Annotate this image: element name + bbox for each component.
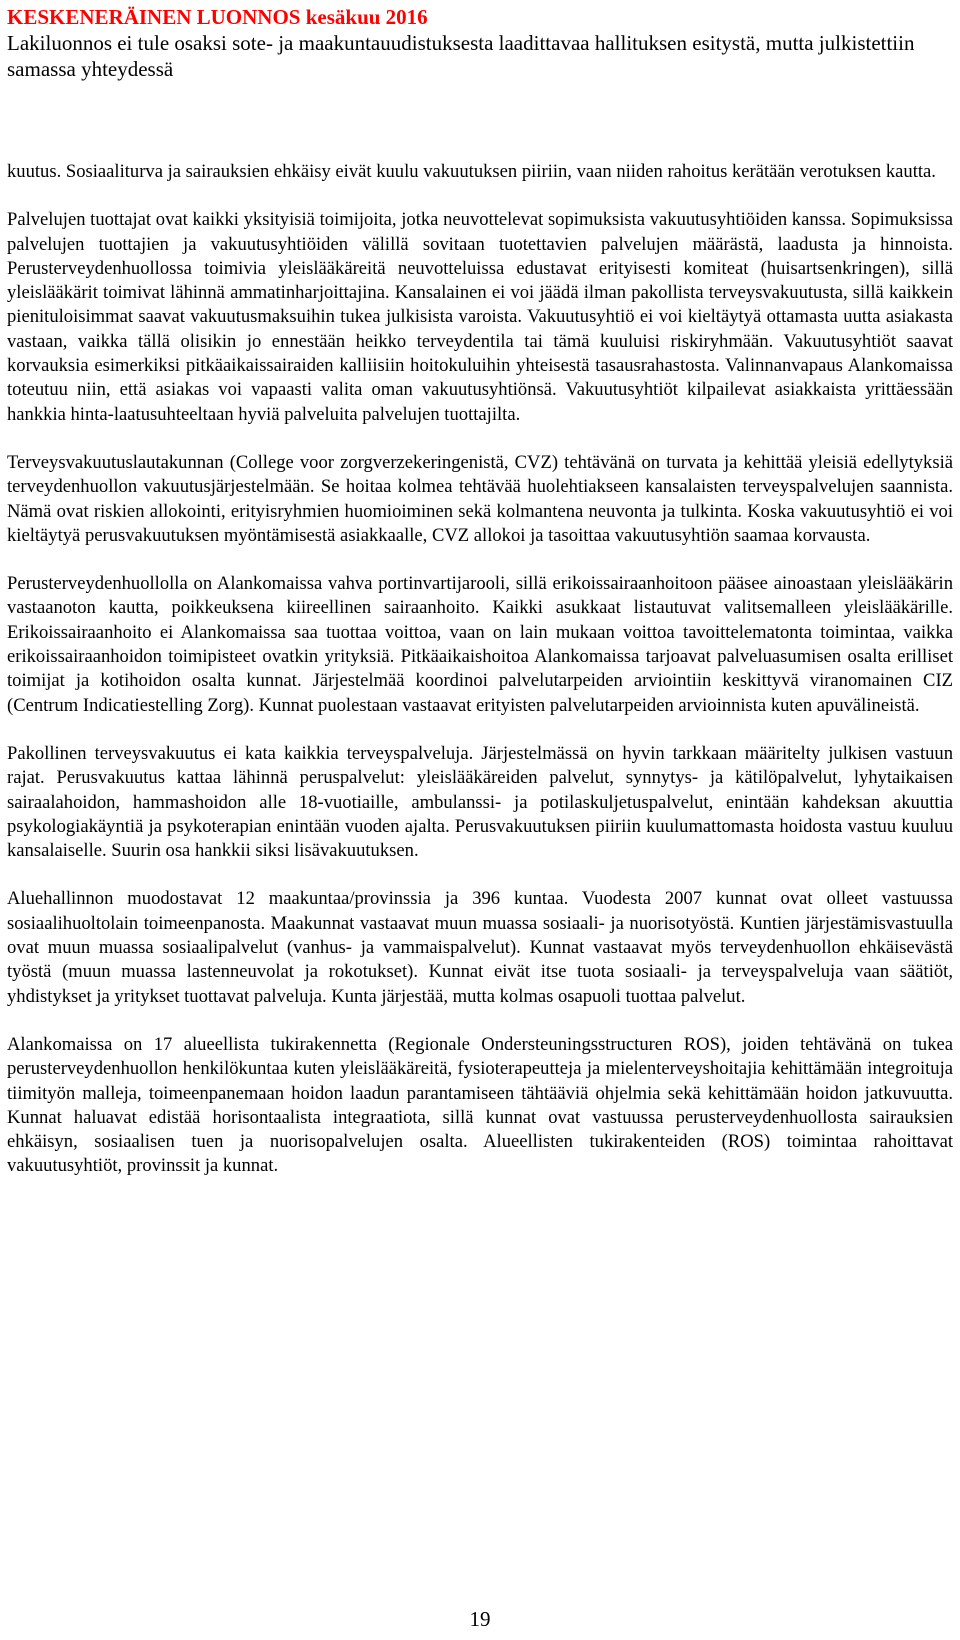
draft-header [7,4,953,82]
paragraph: Alankomaissa on 17 alueellista tukirakennetta (Regionale Ondersteuningsstructuren ROS), joiden tehtävänä on tukea perusterveydenhuollon henkilökuntaa kuten yleislääkäreitä, fysioterapeutteja ja mielenterveyshoitajia kehittämään integroituja tiimityön malleja, toimeenpanemaan hoidon laadun parantamiseen tähtääviä ohjelmia sekä kehittämään hoidon jatkuvuutta. Kunnat haluavat edistää horisontaalista integraatiota, sillä kunnat ovat vastuussa perusterveydenhuollosta sairauksien ehkäisyn, sosiaalisen tuen ja nuorisopalvelujen osalta. Alueellisten tukirakenteiden (ROS) toimintaa rahoittavat vakuutusyhtiöt, provinssit ja kunnat. [7,1033,953,1177]
paragraph: Perusterveydenhuollolla on Alankomaissa vahva portinvartijarooli, sillä erikoissairaanhoitoon pääsee ainoastaan yleislääkärin vastaanoton kautta, poikkeuksena kiireellinen sairaanhoito. Kaikki asukkaat listautuvat valitsemalleen yleislääkärille. Erikoissairaanhoito ei Alankomaissa saa tuottaa voittoa, vaan on lain mukaan voittoa tavoittelematonta toimintaa, vaikka erikoissairaanhoidon toimipisteet ovatkin yrityksiä. Pitkäaikaishoitoa Alankomaissa tarjoavat palveluasumisen osalta erilliset toimijat ja kotihoidon osalta kunnat. Järjestelmää koordinoi palvelutarpeiden arviointiin keskittyvä viranomainen CIZ (Centrum Indicatiestelling Zorg). Kunnat puolestaan vastaavat erityisten palvelutarpeiden arvioinnista kuten apuvälineistä. [7,573,953,716]
paragraph: Palvelujen tuottajat ovat kaikki yksityisiä toimijoita, jotka neuvottelevat sopimuksista vakuutusyhtiöiden kanssa. Sopimuksissa palvelujen tuottajien ja vakuutusyhtiöiden välillä sovitaan tuotettavien palvelujen määrästä, laadusta ja hinnoista. Perusterveydenhuollossa toimivia yleislääkäreitä neuvotteluissa edustavat erityisesti komiteat (huisartsenkringen), sillä yleislääkärit toimivat lähinnä ammatinharjoittajina. Kansalainen ei voi jäädä ilman pakollista terveysvakuutusta, sillä kaikkein pienituloisimmat saavat vakuutusmaksuihin tukea julkisista varoista. Vakuutusyhtiö ei voi kieltäytyä ottamasta uutta asiakasta vastaan, vaikka tällä olisikin jo ennestään heikko terveydentila tai tämä kuuluisi riskiryhmään. Vakuutusyhtiöt saavat korvauksia esimerkiksi pitkäaikaissairaiden kalliisiin hoitokuluihin yhteisestä tasausrahastosta. Valinnanvapaus Alankomaissa toteutuu niin, että asiakas voi vapaasti valita oman vakuutusyhtiönsä. Vakuutusyhtiöt kilpailevat asiakkaista yrittäessään hankkia hinta-laatusuhteeltaan hyviä palveluita palvelujen tuottajilta. [7,209,953,425]
paragraph: kuutus. Sosiaaliturva ja sairauksien ehkäisy eivät kuulu vakuutuksen piiriin, vaan niiden rahoitus kerätään verotuksen kautta. [7,161,936,182]
paragraph: Terveysvakuutuslautakunnan (College voor zorgverzekeringenistä, CVZ) tehtävänä on turvata ja kehittää yleisiä edellytyksiä terveydenhuollon vakuutusjärjestelmään. Se hoitaa kolmea tehtävää huolehtiakseen kansalaisten terveyspalvelujen saannista. Nämä ovat riskien allokointi, erityisryhmien huomioiminen sekä kolmantena neuvonta ja tulkinta. Koska vakuutusyhtiö ei voi kieltäytyä perusvakuutuksen myöntämisestä asiakkaalle, CVZ allokoi ja tasoittaa vakuutusyhtiön saamaa korvausta. [7,451,953,546]
document-body [7,160,953,1203]
paragraph: Pakollinen terveysvakuutus ei kata kaikkia terveyspalveluja. Järjestelmässä on hyvin tarkkaan määritelty julkisen vastuun rajat. Perusvakuutus kattaa lähinnä peruspalvelut: yleislääkäreiden palvelut, synnytys- ja kätilöpalvelut, lyhytaikaisen sairaalahoidon, hammashoidon alle 18-vuotiaille, ambulanssi- ja potilaskuljetuspalvelut, enintään kahdeksan akuuttia psykologiakäyntiä ja psykoterapian enintään vuoden ajalta. Perusvakuutuksen piiriin kuulumattomasta hoidosta vastuu kuuluu kansalaiselle. Suurin osa hankkii siksi lisävakuutuksen. [7,742,953,862]
draft-title: KESKENERÄINEN LUONNOS kesäkuu 2016 [7,5,428,29]
draft-note: Lakiluonnos ei tule osaksi sote- ja maakuntauudistuksesta laadittavaa hallituksen esitystä, mutta julkistettiin samassa yhteydessä [7,31,915,81]
paragraph: Aluehallinnon muodostavat 12 maakuntaa/provinssia ja 396 kuntaa. Vuodesta 2007 kunnat ovat olleet vastuussa sosiaalihuoltolain toimeenpanosta. Maakunnat vastaavat muun muassa sosiaali- ja nuorisotyöstä. Kuntien järjestämisvastuulla ovat muun muassa sosiaalipalvelut (vanhus- ja vammaispalvelut). Kunnat vastaavat myös terveydenhuollon ehkäisevästä työstä (muun muassa lastenneuvolat ja rokotukset). Kunnat eivät itse tuota sosiaali- ja terveyspalveluja vaan säätiöt, yhdistykset ja yritykset tuottavat palveluja. Kunta järjestää, mutta kolmas osapuoli tuottaa palvelut. [7,888,953,1007]
page-number: 19 [469,1607,491,1631]
